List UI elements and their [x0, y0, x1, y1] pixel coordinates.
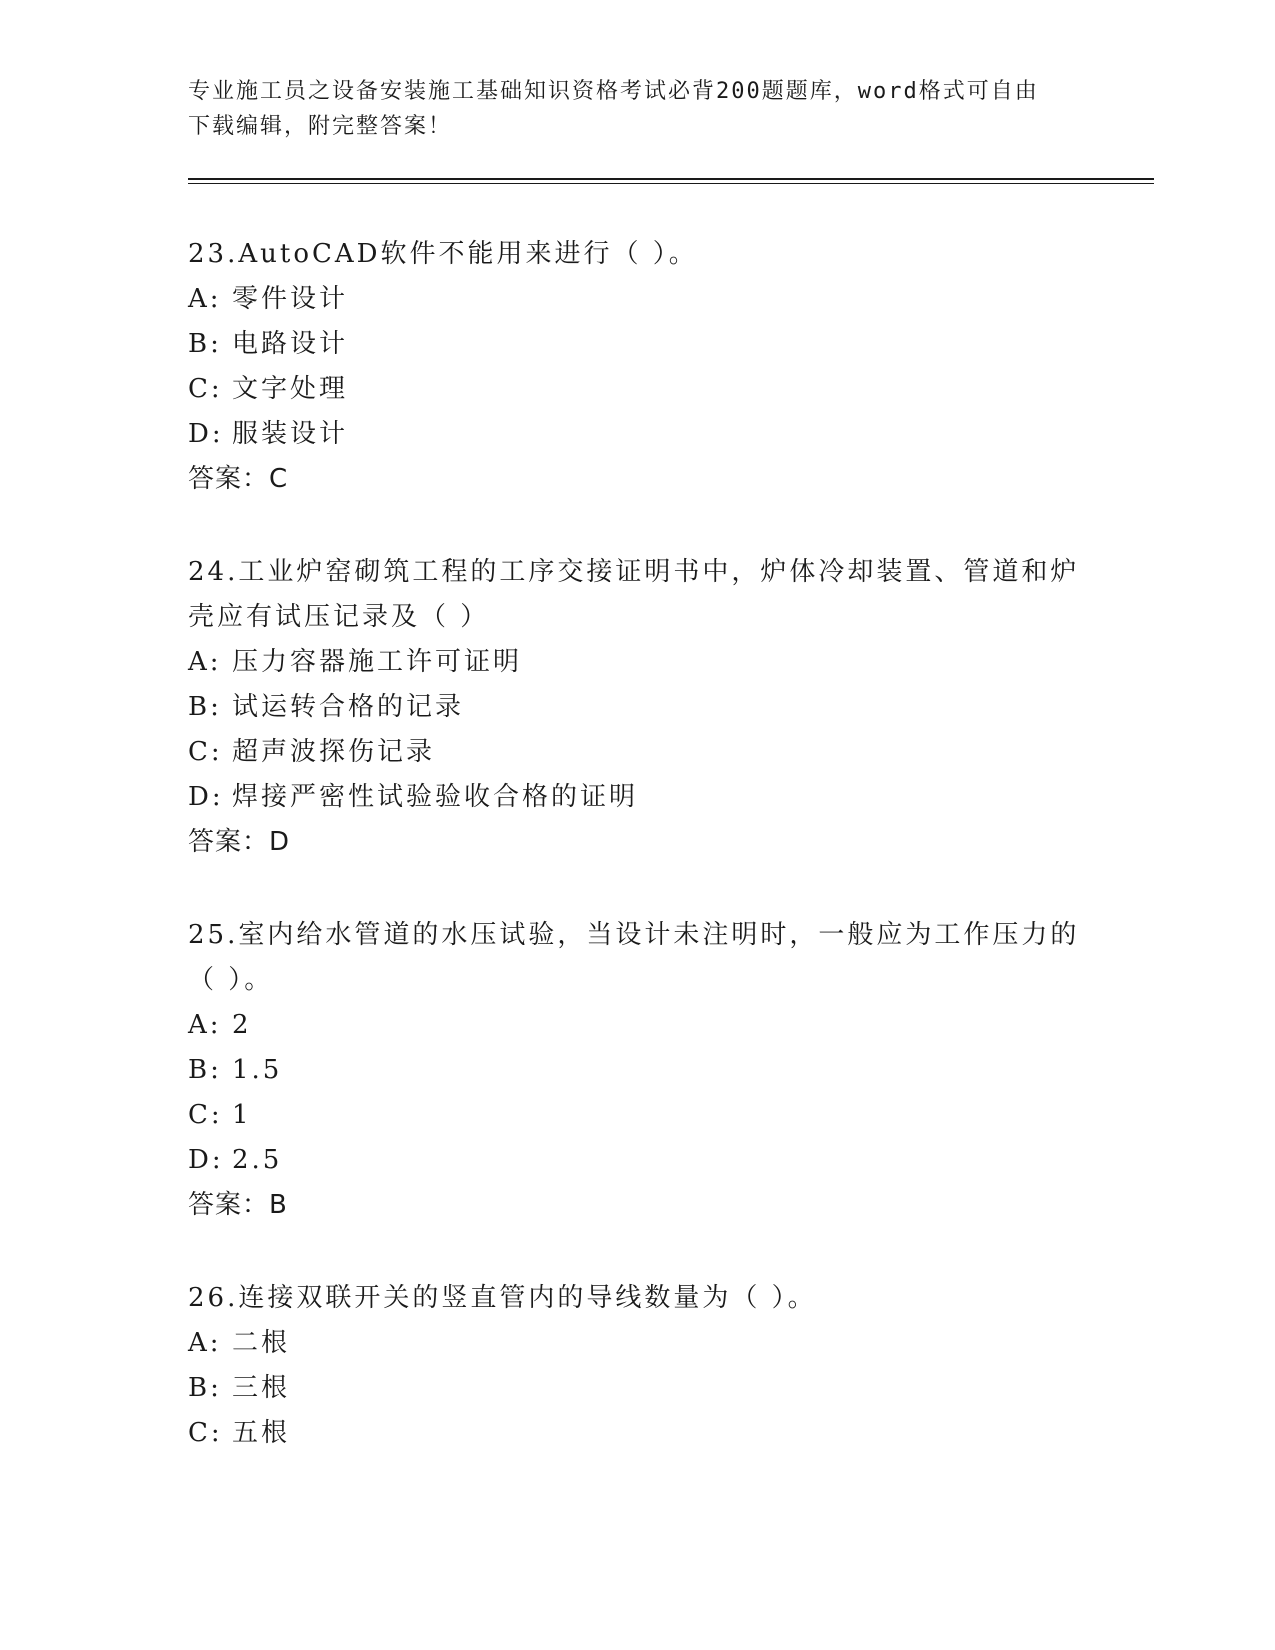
option-text: 超声波探伤记录	[232, 737, 436, 767]
question-25	[188, 913, 1088, 1228]
question-text: 26.连接双联开关的竖直管内的导线数量为（ ）。	[188, 1283, 817, 1313]
option-c	[188, 1093, 1088, 1138]
option-letter: A:	[188, 1328, 222, 1358]
option-letter: B:	[188, 1373, 222, 1403]
option-text: 焊接严密性试验验收合格的证明	[232, 782, 639, 812]
header-rule-thin	[188, 183, 1154, 184]
option-text: 服装设计	[232, 419, 349, 449]
option-text: 1	[232, 1100, 252, 1130]
option-text: 三根	[232, 1373, 291, 1403]
question-23	[188, 232, 1088, 502]
option-letter: B:	[188, 1055, 222, 1085]
document-header	[188, 74, 1088, 144]
option-b	[188, 685, 1088, 730]
header-line-2: 下载编辑，附完整答案！	[188, 114, 453, 139]
question-26	[188, 1276, 1088, 1456]
option-text: 零件设计	[232, 284, 349, 314]
option-text: 2.5	[232, 1145, 283, 1175]
option-d	[188, 1138, 1088, 1183]
option-c	[188, 1411, 1088, 1456]
option-letter: A:	[188, 647, 222, 677]
option-letter: D:	[188, 419, 224, 449]
option-text: 压力容器施工许可证明	[232, 647, 523, 677]
answer-line: 答案：D	[188, 827, 291, 857]
option-text: 文字处理	[232, 374, 349, 404]
answer-line: 答案：B	[188, 1190, 288, 1220]
option-letter: C:	[188, 374, 223, 404]
option-b	[188, 1366, 1088, 1411]
option-a	[188, 1003, 1088, 1048]
option-a	[188, 1321, 1088, 1366]
option-b	[188, 322, 1088, 367]
option-a	[188, 640, 1088, 685]
question-text: 23.AutoCAD软件不能用来进行（ ）。	[188, 239, 698, 269]
option-b	[188, 1048, 1088, 1093]
option-letter: B:	[188, 329, 222, 359]
option-text: 1.5	[232, 1055, 283, 1085]
header-rule-thick	[188, 178, 1154, 180]
option-letter: D:	[188, 1145, 224, 1175]
option-a	[188, 277, 1088, 322]
question-list	[188, 232, 1088, 1504]
question-text: 24.工业炉窑砌筑工程的工序交接证明书中，炉体冷却装置、管道和炉壳应有试压记录及（ ）	[188, 557, 1080, 632]
option-letter: A:	[188, 1010, 222, 1040]
option-letter: A:	[188, 284, 222, 314]
option-text: 电路设计	[232, 329, 349, 359]
option-letter: D:	[188, 782, 224, 812]
option-text: 试运转合格的记录	[232, 692, 465, 722]
option-text: 五根	[232, 1418, 291, 1448]
option-text: 二根	[232, 1328, 291, 1358]
option-letter: C:	[188, 737, 223, 767]
option-d	[188, 412, 1088, 457]
option-letter: C:	[188, 1418, 223, 1448]
question-text: 25.室内给水管道的水压试验，当设计未注明时，一般应为工作压力的（ ）。	[188, 920, 1080, 995]
option-letter: C:	[188, 1100, 223, 1130]
option-d	[188, 775, 1088, 820]
question-24	[188, 550, 1088, 865]
option-c	[188, 730, 1088, 775]
answer-line: 答案：C	[188, 464, 289, 494]
header-line-1: 专业施工员之设备安装施工基础知识资格考试必背200题题库，word格式可自由	[188, 79, 1039, 104]
option-text: 2	[232, 1010, 252, 1040]
option-letter: B:	[188, 692, 222, 722]
option-c	[188, 367, 1088, 412]
